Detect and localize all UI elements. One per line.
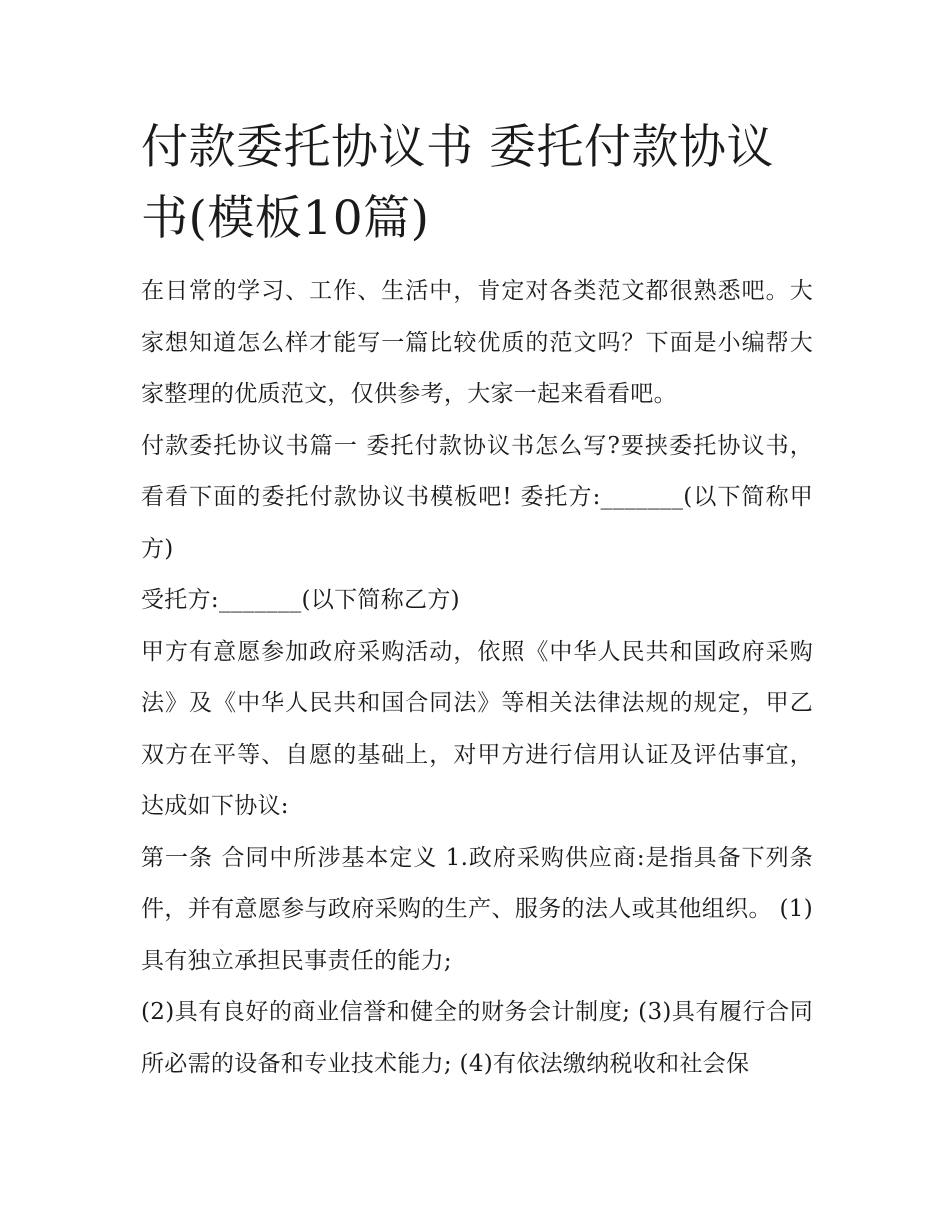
document-body [141,112,813,1090]
paragraph-trustee: 受托方:_______(以下简称乙方) [141,587,460,613]
paragraph-chapter-one: 付款委托协议书篇一 委托付款协议书怎么写?要挟委托协议书，看看下面的委托付款协议书模板吧! 委托方:_______(以下简称甲方) [141,432,813,562]
document-title: 付款委托协议书 委托付款协议书(模板10篇) [141,120,774,246]
paragraph-conditions: (2)具有良好的商业信誉和健全的财务会计制度; (3)具有履行合同所必需的设备和专业技术能力; (4)有依法缴纳税收和社会保 [141,999,813,1077]
paragraph-intro: 在日常的学习、工作、生活中，肯定对各类范文都很熟悉吧。大家想知道怎么样才能写一篇比较优质的范文吗？下面是小编帮大家整理的优质范文，仅供参考，大家一起来看看吧。 [141,278,813,407]
paragraph-purpose: 甲方有意愿参加政府采购活动，依照《中华人民共和国政府采购法》及《中华人民共和国合同法》等相关法律法规的规定，甲乙双方在平等、自愿的基础上，对甲方进行信用认证及评估事宜，达成如下协议: [141,638,813,819]
paragraph-article-one: 第一条 合同中所涉基本定义 1.政府采购供应商:是指具备下列条件，并有意愿参与政府采购的生产、服务的法人或其他组织。 (1)具有独立承担民事责任的能力; [141,844,813,974]
